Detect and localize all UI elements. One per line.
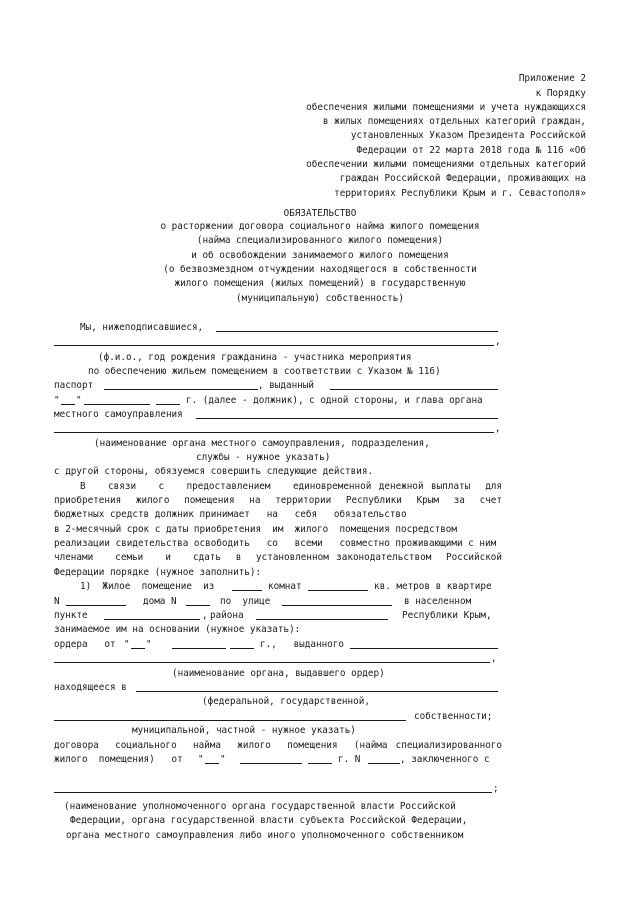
quote: " [220,754,226,765]
issued-label: , выданный [258,380,314,391]
contract-month-field[interactable] [240,754,302,764]
paragraph-line: реализации свидетельства освободить со всеми совместно проживающими с ним [54,538,497,549]
gn-label: г. N [338,754,361,765]
other-side-text: с другой стороны, обязуемся совершить следующие действия. [54,466,374,477]
authority-hint: Федерации, органа государственной власти субъекта Российской Федерации, [70,815,468,826]
district-label: района [210,610,244,621]
signatories-field-cont[interactable] [54,336,494,346]
basis-text: занимаемое им на основании (нужное указать): [54,624,301,635]
located-label: находящееся в [54,682,127,693]
item1-text: 1) Жилое помещение из [80,581,215,592]
fio-hint: по обеспечению жильем помещением в соответствии с Указом № 116) [88,366,441,377]
passport-field[interactable] [104,380,258,390]
title-line: жилого помещения (жилых помещений) в государственную [174,278,466,289]
mun-hint: муниципальной, частной - нужное указать) [132,725,356,736]
quote: " [146,639,152,650]
local-gov-field-cont[interactable] [54,423,494,433]
comma: , [491,653,497,664]
signatories-field[interactable] [216,322,498,332]
title-line: (муниципальную) собственность) [236,293,404,304]
paragraph-line: членами семьи и сдать в установленном законодательством Российской [54,552,502,563]
header-line: обеспечении жилыми помещениями отдельных категорий [306,159,586,170]
order-issuer-field-cont[interactable] [54,653,490,663]
authority-field[interactable] [54,783,492,793]
header-line: Приложение 2 [518,73,586,84]
year-field[interactable] [156,395,180,405]
order-year-field[interactable] [230,639,254,649]
fed-hint: (федеральной, государственной, [202,696,370,707]
contract-line: договора социального найма жилого помещения (найма специализированного [54,740,502,751]
rooms-label: комнат [268,581,302,592]
fio-hint: (ф.и.о., год рождения гражданина - участника мероприятия [98,352,412,363]
local-gov-label: местного самоуправления [54,409,183,420]
contract-number-field[interactable] [368,754,400,764]
local-gov-field[interactable] [196,409,498,419]
passport-issuer-field[interactable] [330,380,498,390]
area-field[interactable] [308,581,368,591]
header-line: граждан Российской Федерации, проживающих на [339,173,586,184]
title-line: и об освобождении занимаемого жилого помещения [191,250,449,261]
ownership-label: собственности; [414,711,493,722]
settlement-label: в населенном [404,596,472,607]
header-line: к Порядку [535,88,586,99]
street-field[interactable] [282,596,392,606]
title-line: о расторжении договора социального найма жилого помещения [160,221,480,232]
republic-label: Республики Крым, [402,610,492,621]
paragraph-line: в 2-месячный срок с даты приобретения им жилого помещения посредством [54,524,457,535]
ownership-field-cont[interactable] [54,711,406,721]
street-label: по улице [220,596,271,607]
semicolon: ; [493,783,499,794]
contract-line: жилого помещения) от [54,754,183,765]
comma: , [202,610,208,621]
area-label: кв. метров в квартире [374,581,492,592]
quote: " [124,639,130,650]
paragraph-line: приобретения жилого помещения на территории Республики Крым за счет [54,495,502,506]
we-signed-label: Мы, нижеподписавшиеся, [80,322,204,333]
passport-label: паспорт [54,380,94,391]
day-field[interactable] [61,395,75,405]
debtor-text: г. (далее - должник), с одной стороны, и глава органа [186,395,483,406]
header-line: в жилых помещениях отдельных категорий граждан, [322,116,586,127]
paragraph-line: Федерации порядке (нужное заполнить): [54,567,262,578]
quote: " [198,754,204,765]
org-hint: (наименование органа местного самоуправления, подразделения, [94,438,430,449]
rooms-field[interactable] [232,581,262,591]
org-hint: службы - нужное указать) [196,452,331,463]
comma: , [495,423,501,434]
concluded-label: , заключенного с [400,754,490,765]
month-field[interactable] [84,395,150,405]
quote: " [54,395,60,406]
order-month-field[interactable] [172,639,226,649]
point-label: пункте [54,610,88,621]
header-line: Федерации от 22 марта 2018 года № 116 «Об [356,145,586,156]
comma: , [495,336,501,347]
title-heading: ОБЯЗАТЕЛЬСТВО [283,208,357,219]
contract-day-field[interactable] [205,754,219,764]
header-line: обеспечения жилыми помещениями и учета нуждающихся [306,102,586,113]
issued-by-label: г., выданного [260,639,344,650]
issuer-hint: (наименование органа, выдавшего ордер) [172,668,385,679]
title-line: (о безвозмездном отчуждении находящегося в собственности [163,264,477,275]
house-label: дома N [143,596,177,607]
authority-hint: (наименование уполномоченного органа государственной власти Российской [64,801,456,812]
house-number-field[interactable] [186,596,210,606]
authority-hint: органа местного самоуправления либо иного уполномоченного собственником [66,830,464,841]
paragraph-line: бюджетных средств должник принимает на себя обязательство [54,509,407,520]
settlement-field[interactable] [104,610,200,620]
contract-year-field[interactable] [308,754,332,764]
quote: " [76,395,82,406]
order-day-field[interactable] [131,639,145,649]
n-label: N [54,596,60,607]
order-label: ордера от [54,639,116,650]
header-line: установленных Указом Президента Российской [350,130,586,141]
header-line: территориях Республики Крым и г. Севастополя» [334,188,586,199]
district-field[interactable] [256,610,388,620]
paragraph-line: В связи с предоставлением единовременной денежной выплаты для [80,481,502,492]
apartment-number-field[interactable] [66,596,126,606]
ownership-field[interactable] [136,682,498,692]
order-issuer-field[interactable] [350,639,498,649]
title-line: (найма специализированного жилого помещения) [196,235,444,246]
